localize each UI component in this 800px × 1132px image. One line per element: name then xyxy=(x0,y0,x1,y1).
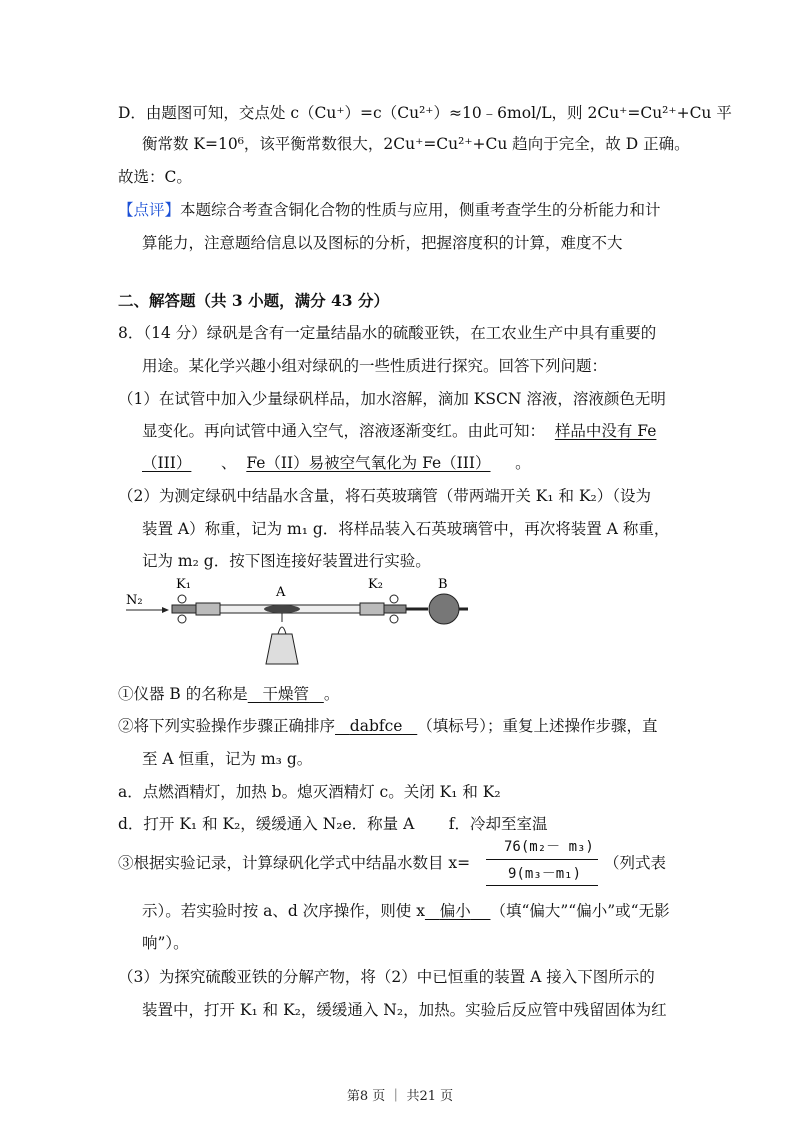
question-order-text: ②将下列实验操作步骤正确排序 xyxy=(118,717,336,735)
figure-label-b: B xyxy=(438,577,448,592)
stopper-right xyxy=(360,603,384,615)
part1-line3 xyxy=(142,452,531,474)
part2-line1: （2）为测定绿矾中结晶水含量，将石英玻璃管（带两端开关 K₁ 和 K₂）（设为 xyxy=(118,487,651,505)
steps-line2-a: d．打开 K₁ 和 K₂，缓缓通入 N₂e．称量 A xyxy=(118,815,415,833)
part2-line3: 记为 m₂ g．按下图连接好装置进行实验。 xyxy=(142,552,431,570)
comment-line2: 算能力，注意题给信息以及图标的分析，把握溶度积的计算，难度不大 xyxy=(142,234,623,252)
page-footer: 第8 页 ｜ 共21 页 xyxy=(346,1089,454,1104)
comment-text-1: 本题综合考查含铜化合物的性质与应用，侧重考查学生的分析能力和计 xyxy=(180,201,661,219)
answer-b-name-text: 干燥管 xyxy=(262,685,310,703)
part1-separator: 、 xyxy=(220,454,237,472)
lamp-flame-icon xyxy=(278,627,286,634)
solution-option-d-line2: 衡常数 K=10⁶，该平衡常数很大，2Cu⁺=Cu²⁺+Cu 趋向于完全，故 D 正确。 xyxy=(142,135,690,153)
valve-k1-handle-lower-icon xyxy=(178,615,186,623)
question-calc-text: 示）。若实验时按 a、d 次序操作，则使 x xyxy=(142,902,425,920)
solution-option-d-line1: D．由题图可知，交点处 c（Cu⁺）=c（Cu²⁺）≈10﹣6mol/L，则 2Cu⁺=Cu²⁺+Cu 平 xyxy=(118,104,732,122)
figure-label-a: A xyxy=(276,585,286,600)
arrow-head-icon xyxy=(162,607,169,613)
fraction-bar xyxy=(486,859,598,860)
part1-answer1a: 样品中没有 Fe xyxy=(554,422,657,440)
drying-tube-bulb xyxy=(429,594,459,624)
part3-line1: （3）为探究硫酸亚铁的分解产物，将（2）中已恒重的装置 A 接入下图所示的 xyxy=(118,968,655,986)
comment-tag-close: 】 xyxy=(164,201,181,219)
valve-k2-handle-icon xyxy=(390,595,398,603)
part1-answer1b: （III） xyxy=(142,454,192,472)
valve-k2 xyxy=(384,605,406,613)
part1-line2 xyxy=(142,420,656,442)
sample-powder xyxy=(264,605,300,613)
figure-label-k1: K₁ xyxy=(176,577,191,592)
steps-line1: a．点燃酒精灯，加热 b。熄灭酒精灯 c。关闭 K₁ 和 K₂ xyxy=(118,783,501,801)
figure-label-n2: N₂ xyxy=(126,593,143,608)
question-order-end: （填标号）；重复上述操作步骤，直 xyxy=(417,717,658,735)
question-calc-end: （填“偏大”“偏小”或“无影 xyxy=(490,902,670,920)
question-order-line2: 至 A 恒重，记为 m₃ g。 xyxy=(142,750,313,768)
question-b-name xyxy=(118,683,339,705)
answer-effect xyxy=(425,902,491,920)
answer-underline xyxy=(486,885,598,886)
figure-label-k2: K₂ xyxy=(368,577,383,592)
formula-fraction xyxy=(486,836,598,886)
section-title: 二、解答题（共 3 小题，满分 43 分） xyxy=(118,291,389,310)
question8-line1: 8．（14 分）绿矾是含有一定量结晶水的硫酸亚铁，在工农业生产中具有重要的 xyxy=(118,324,657,342)
comment-line1 xyxy=(118,199,661,221)
question-calc-line1: ③根据实验记录，计算绿矾化学式中结晶水数目 x= xyxy=(118,854,471,872)
stopper-left xyxy=(196,603,220,615)
part1-text: 显变化。再向试管中通入空气，溶液逐渐变红。由此可知： xyxy=(142,422,546,440)
answer-choice: 故选：C。 xyxy=(118,168,192,186)
answer-effect-text: 偏小 xyxy=(439,902,471,920)
steps-line2-b: f．冷却至室温 xyxy=(448,815,548,833)
part2-line2: 装置 A）称重，记为 m₁ g．将样品装入石英玻璃管中，再次将装置 A 称重， xyxy=(142,520,670,538)
answer-order-text: dabfce xyxy=(349,717,403,735)
steps-line2 xyxy=(118,813,548,835)
part1-line1: （1）在试管中加入少量绿矾样品，加水溶解，滴加 KSCN 溶液，溶液颜色无明 xyxy=(118,390,666,408)
formula-numerator: 76(m₂－ m₃) xyxy=(504,839,594,855)
comment-tag-open: 【 xyxy=(118,201,134,219)
valve-k1 xyxy=(172,605,196,613)
answer-b-name xyxy=(248,685,324,703)
question-order-line1 xyxy=(118,715,658,737)
valve-k1-handle-icon xyxy=(178,595,186,603)
question8-line2: 用途。某化学兴趣小组对绿矾的一些性质进行探究。回答下列问题： xyxy=(142,357,608,375)
answer-order xyxy=(335,717,417,735)
formula-denominator: 9(m₃－m₁) xyxy=(508,866,582,882)
part1-end: 。 xyxy=(515,454,531,472)
question-calc-line2 xyxy=(142,900,670,922)
apparatus-figure xyxy=(122,572,472,672)
question-calc-line3: 响”）。 xyxy=(142,934,189,952)
comment-tag: 点评 xyxy=(133,201,165,219)
question-b-name-text: ①仪器 B 的名称是 xyxy=(118,685,248,703)
question-b-name-end: 。 xyxy=(323,685,340,703)
question-calc-line1-end: （列式表 xyxy=(604,854,667,872)
valve-k2-handle-lower-icon xyxy=(390,615,398,623)
part1-answer2: Fe（II）易被空气氧化为 Fe（III） xyxy=(246,454,491,472)
part3-line2: 装置中，打开 K₁ 和 K₂，缓缓通入 N₂，加热。实验后反应管中残留固体为红 xyxy=(142,1001,667,1019)
alcohol-lamp xyxy=(266,634,298,664)
